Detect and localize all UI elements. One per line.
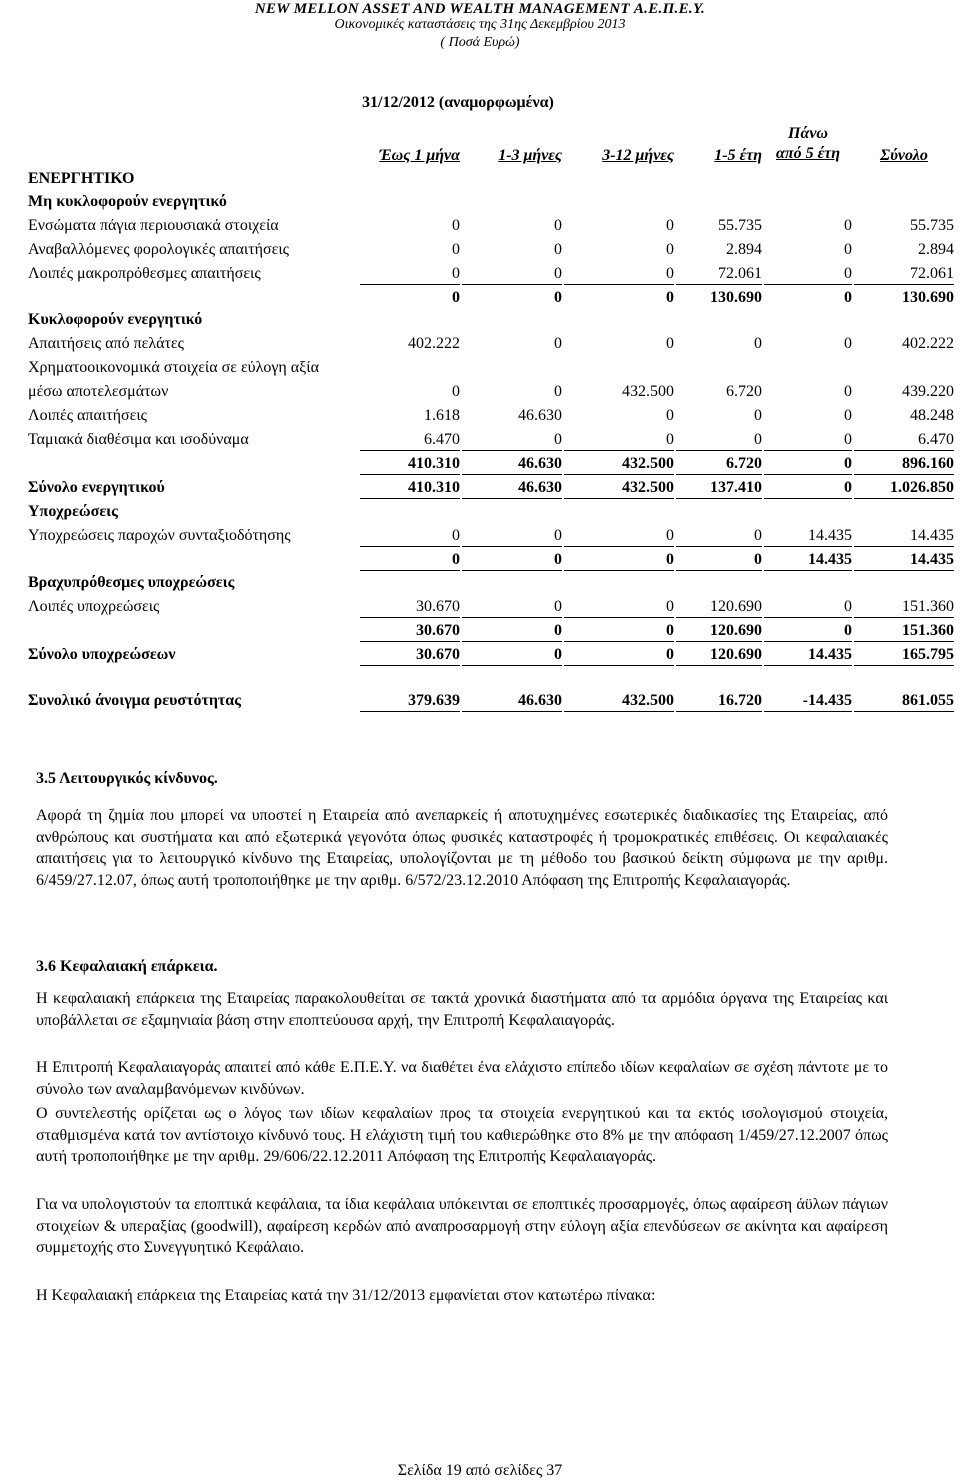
table-row-subtotal bbox=[0, 288, 960, 310]
cell: 30.670 bbox=[360, 645, 460, 666]
cell: 0 bbox=[764, 430, 852, 451]
row-label: Ταμιακά διαθέσιμα και ισοδύναμα bbox=[28, 431, 249, 448]
cell: 0 bbox=[360, 526, 460, 547]
section-3-5-title: 3.5 Λειτουργικός κίνδυνος. bbox=[36, 770, 218, 787]
cell: 439.220 bbox=[902, 383, 954, 400]
table-row bbox=[0, 430, 960, 452]
section-3-6-p2: Η Επιτροπή Κεφαλαιαγοράς απαιτεί από κάθε Ε.Π.Ε.Υ. να διαθέτει ένα ελάχιστο επίπεδο ιδίων κεφαλαίων σε σχέση πάντοτε με το σύνολο των αναλαμβανόμενων κινδύνων. bbox=[36, 1059, 888, 1098]
col-header-over-5-years bbox=[764, 124, 852, 164]
cell: 0 bbox=[764, 621, 852, 642]
period-label: 31/12/2012 (αναμορφωμένα) bbox=[362, 94, 554, 111]
col-header-over-5-years-line1: Πάνω bbox=[788, 125, 828, 142]
cell: 0 bbox=[764, 454, 852, 475]
table-row-subtotal bbox=[0, 621, 960, 643]
cell: 0 bbox=[462, 550, 562, 571]
cell: 0 bbox=[764, 478, 852, 499]
row-label: Λοιπές μακροπρόθεσμες απαιτήσεις bbox=[28, 265, 261, 282]
cell: 0 bbox=[676, 430, 762, 451]
cell: 0 bbox=[462, 264, 562, 285]
cell: 432.500 bbox=[564, 691, 674, 712]
cell: 896.160 bbox=[854, 454, 954, 475]
cell: 0 bbox=[360, 264, 460, 285]
cell: 0 bbox=[462, 621, 562, 642]
table-row bbox=[0, 406, 960, 428]
col-header-over-5-years-line2: από 5 έτη bbox=[775, 145, 841, 162]
cell: 0 bbox=[564, 621, 674, 642]
cell: 0 bbox=[676, 526, 762, 547]
table-row-total-liabilities bbox=[0, 645, 960, 667]
table-row-subtotal bbox=[0, 454, 960, 476]
cell: 0 bbox=[554, 217, 562, 234]
cell: 0 bbox=[554, 383, 562, 400]
cell: 0 bbox=[666, 335, 674, 352]
cell: 0 bbox=[844, 383, 852, 400]
cell: 432.500 bbox=[564, 454, 674, 475]
cell: 72.061 bbox=[854, 264, 954, 285]
cell: -14.435 bbox=[764, 691, 852, 712]
company-name: NEW MELLON ASSET AND WEALTH MANAGEMENT Α.Ε.Π.Ε.Υ. bbox=[254, 1, 706, 17]
cell: 46.630 bbox=[518, 407, 562, 424]
table-row bbox=[0, 264, 960, 286]
cell: 6.470 bbox=[360, 430, 460, 451]
cell: 0 bbox=[564, 550, 674, 571]
cell: 0 bbox=[666, 289, 674, 306]
cell: 1.618 bbox=[424, 407, 460, 424]
row-label: Λοιπές υποχρεώσεις bbox=[28, 598, 160, 615]
row-label: Αναβαλλόμενες φορολογικές απαιτήσεις bbox=[28, 241, 290, 258]
amounts-unit: ( Ποσά Ευρώ) bbox=[440, 35, 520, 50]
section-current-assets: Κυκλοφορούν ενεργητικό bbox=[28, 311, 203, 328]
col-header-1-3-months: 1-3 μήνες bbox=[498, 147, 562, 164]
table-row-liquidity-gap bbox=[0, 691, 960, 713]
cell: 0 bbox=[666, 217, 674, 234]
cell: 55.735 bbox=[910, 217, 954, 234]
cell: 46.630 bbox=[462, 478, 562, 499]
cell: 0 bbox=[564, 430, 674, 451]
cell: 0 bbox=[554, 241, 562, 258]
row-label: Απαιτήσεις από πελάτες bbox=[28, 335, 184, 352]
cell: 6.720 bbox=[676, 454, 762, 475]
cell: 410.310 bbox=[360, 478, 460, 499]
row-label: Συνολικό άνοιγμα ρευστότητας bbox=[28, 692, 241, 709]
cell: 2.894 bbox=[726, 241, 762, 258]
table-row bbox=[0, 240, 960, 262]
row-label: Ενσώματα πάγια περιουσιακά στοιχεία bbox=[28, 217, 279, 234]
cell: 14.435 bbox=[854, 526, 954, 547]
cell: 0 bbox=[844, 241, 852, 258]
cell: 402.222 bbox=[408, 335, 460, 352]
section-3-6-p5: Η Κεφαλαιακή επάρκεια της Εταιρείας κατά την 31/12/2013 εμφανίεται στον κατωτέρω πίνακα: bbox=[36, 1287, 656, 1304]
cell: 6.470 bbox=[854, 430, 954, 451]
cell: 16.720 bbox=[676, 691, 762, 712]
cell: 14.435 bbox=[764, 550, 852, 571]
cell: 0 bbox=[564, 645, 674, 666]
col-header-3-12-months: 3-12 μήνες bbox=[602, 147, 674, 164]
row-label: Υποχρεώσεις παροχών συνταξιοδότησης bbox=[28, 527, 291, 544]
cell: 0 bbox=[844, 407, 852, 424]
cell: 0 bbox=[360, 550, 460, 571]
cell: 0 bbox=[764, 264, 852, 285]
table-row bbox=[0, 382, 960, 404]
cell: 0 bbox=[754, 407, 762, 424]
section-3-6-p3: Ο συντελεστής ορίζεται ως ο λόγος των ιδίων κεφαλαίων προς τα στοιχεία ενεργητικού και τα εκτός ισολογισμού στοιχεία, σταθμισμένα κατά τον αντίστοιχο κίνδυνό τους. Η ελάχιστη τιμή του καθιερώθηκε στο 8% με την απόφαση 1/459/27.12.2007 όπως αυτή τροποποιήθηκε με την αριθμ. 29/606/22.12.2011 Απόφαση της Επιτροπής Κεφαλαιαγοράς. bbox=[36, 1105, 888, 1165]
cell: 14.435 bbox=[764, 645, 852, 666]
table-row bbox=[0, 216, 960, 238]
cell: 0 bbox=[554, 335, 562, 352]
cell: 151.360 bbox=[854, 621, 954, 642]
cell: 0 bbox=[462, 526, 562, 547]
cell: 48.248 bbox=[910, 407, 954, 424]
row-label: Λοιπές απαιτήσεις bbox=[28, 407, 147, 424]
cell: 130.690 bbox=[902, 289, 954, 306]
section-liabilities: Υποχρεώσεις bbox=[28, 503, 118, 520]
cell: 432.500 bbox=[622, 383, 674, 400]
cell: 6.720 bbox=[726, 383, 762, 400]
cell: 120.690 bbox=[676, 621, 762, 642]
col-header-1-5-years: 1-5 έτη bbox=[714, 147, 762, 164]
statements-subtitle: Οικονομικές καταστάσεις της 31ης Δεκεμβρίου 2013 bbox=[334, 17, 626, 32]
cell: 120.690 bbox=[676, 597, 762, 618]
col-header-up-to-1-month: Έως 1 μήνα bbox=[379, 147, 460, 164]
cell: 46.630 bbox=[462, 454, 562, 475]
cell: 0 bbox=[452, 289, 460, 306]
table-row-total-assets bbox=[0, 478, 960, 500]
cell: 1.026.850 bbox=[854, 478, 954, 499]
cell: 0 bbox=[462, 597, 562, 618]
cell: 0 bbox=[564, 526, 674, 547]
cell: 0 bbox=[452, 217, 460, 234]
cell: 2.894 bbox=[918, 241, 954, 258]
col-header-total: Σύνολο bbox=[880, 147, 928, 164]
cell: 0 bbox=[462, 430, 562, 451]
row-label: Χρηματοοικονομικά στοιχεία σε εύλογη αξία bbox=[28, 359, 319, 376]
cell: 46.630 bbox=[462, 691, 562, 712]
cell: 165.795 bbox=[854, 645, 954, 666]
section-3-6-p1: Η κεφαλαιακή επάρκεια της Εταιρείας παρακολουθείται σε τακτά χρονικά διαστήματα από τα αρμόδια όργανα της Εταιρείας και υποβάλλεται σε εξαμηνιαία βάση στην εποπτεύουσα αρχή, την Επιτροπή Κεφαλαιαγοράς. bbox=[36, 990, 888, 1029]
cell: 30.670 bbox=[360, 621, 460, 642]
page-number: Σελίδα 19 από σελίδες 37 bbox=[397, 1462, 563, 1479]
cell: 120.690 bbox=[676, 645, 762, 666]
cell: 0 bbox=[452, 383, 460, 400]
section-assets: ΕΝΕΡΓΗΤΙΚΟ bbox=[28, 170, 135, 187]
cell: 379.639 bbox=[360, 691, 460, 712]
cell: 0 bbox=[452, 241, 460, 258]
table-row bbox=[0, 358, 960, 380]
row-label: Σύνολο υποχρεώσεων bbox=[28, 646, 176, 663]
section-short-term-liabilities: Βραχυπρόθεσμες υποχρεώσεις bbox=[28, 574, 235, 591]
cell: 30.670 bbox=[360, 597, 460, 618]
row-label: Σύνολο ενεργητικού bbox=[28, 479, 165, 496]
cell: 151.360 bbox=[854, 597, 954, 618]
cell: 0 bbox=[844, 335, 852, 352]
table-row bbox=[0, 526, 960, 548]
cell: 0 bbox=[462, 645, 562, 666]
section-3-6-title: 3.6 Κεφαλαιακή επάρκεια. bbox=[36, 958, 218, 975]
table-row bbox=[0, 597, 960, 619]
cell: 0 bbox=[666, 241, 674, 258]
cell: 0 bbox=[564, 597, 674, 618]
cell: 0 bbox=[666, 407, 674, 424]
cell: 14.435 bbox=[854, 550, 954, 571]
cell: 0 bbox=[564, 264, 674, 285]
cell: 130.690 bbox=[710, 289, 762, 306]
section-non-current-assets: Μη κυκλοφορούν ενεργητικό bbox=[28, 193, 227, 210]
cell: 137.410 bbox=[676, 478, 762, 499]
cell: 0 bbox=[764, 597, 852, 618]
cell: 72.061 bbox=[676, 264, 762, 285]
cell: 861.055 bbox=[854, 691, 954, 712]
cell: 55.735 bbox=[718, 217, 762, 234]
cell: 14.435 bbox=[764, 526, 852, 547]
row-label: μέσω αποτελεσμάτων bbox=[28, 383, 169, 400]
table-row-subtotal bbox=[0, 550, 960, 572]
cell: 0 bbox=[754, 335, 762, 352]
cell: 410.310 bbox=[360, 454, 460, 475]
cell: 0 bbox=[844, 217, 852, 234]
table-row bbox=[0, 334, 960, 356]
cell: 0 bbox=[844, 289, 852, 306]
cell: 0 bbox=[676, 550, 762, 571]
cell: 402.222 bbox=[902, 335, 954, 352]
cell: 0 bbox=[554, 289, 562, 306]
section-3-6-p4: Για να υπολογιστούν τα εποπτικά κεφάλαια, τα ίδια κεφάλαια υπόκεινται σε εποπτικές προσαρμογές, όπως αφαίρεση άϋλων πάγιων στοιχείων & υπεραξίας (goodwill), αφαίρεση κερδών από αναπροσαρμογή στην εύλογη αξία επενδύσεων σε ακίνητα και αφαίρεση συμμετοχής στο Συνεγγυητικό Κεφάλαιο. bbox=[36, 1196, 888, 1256]
section-3-5-text: Αφορά τη ζημία που μπορεί να υποστεί η Εταιρεία από ανεπαρκείς ή αποτυχημένες εσωτερικές διαδικασίες της Εταιρείας, από ανθρώπους και συστήματα και από εξωτερικά γεγονότα όπως φυσικές καταστροφές ή τρομοκρατικές επιθέσεις. Οι κεφαλαιακές απαιτήσεις για το λειτουργικό κίνδυνο της Εταιρείας, υπολογίζονται με τη μέθοδο του βασικού δείκτη σύμφωνα με την αριθμ. 6/459/27.12.07, όπως αυτή τροποποιήθηκε με την αριθμ. 6/572/23.12.2010 Απόφαση της Επιτροπής Κεφαλαιαγοράς. bbox=[36, 807, 888, 889]
cell: 432.500 bbox=[564, 478, 674, 499]
